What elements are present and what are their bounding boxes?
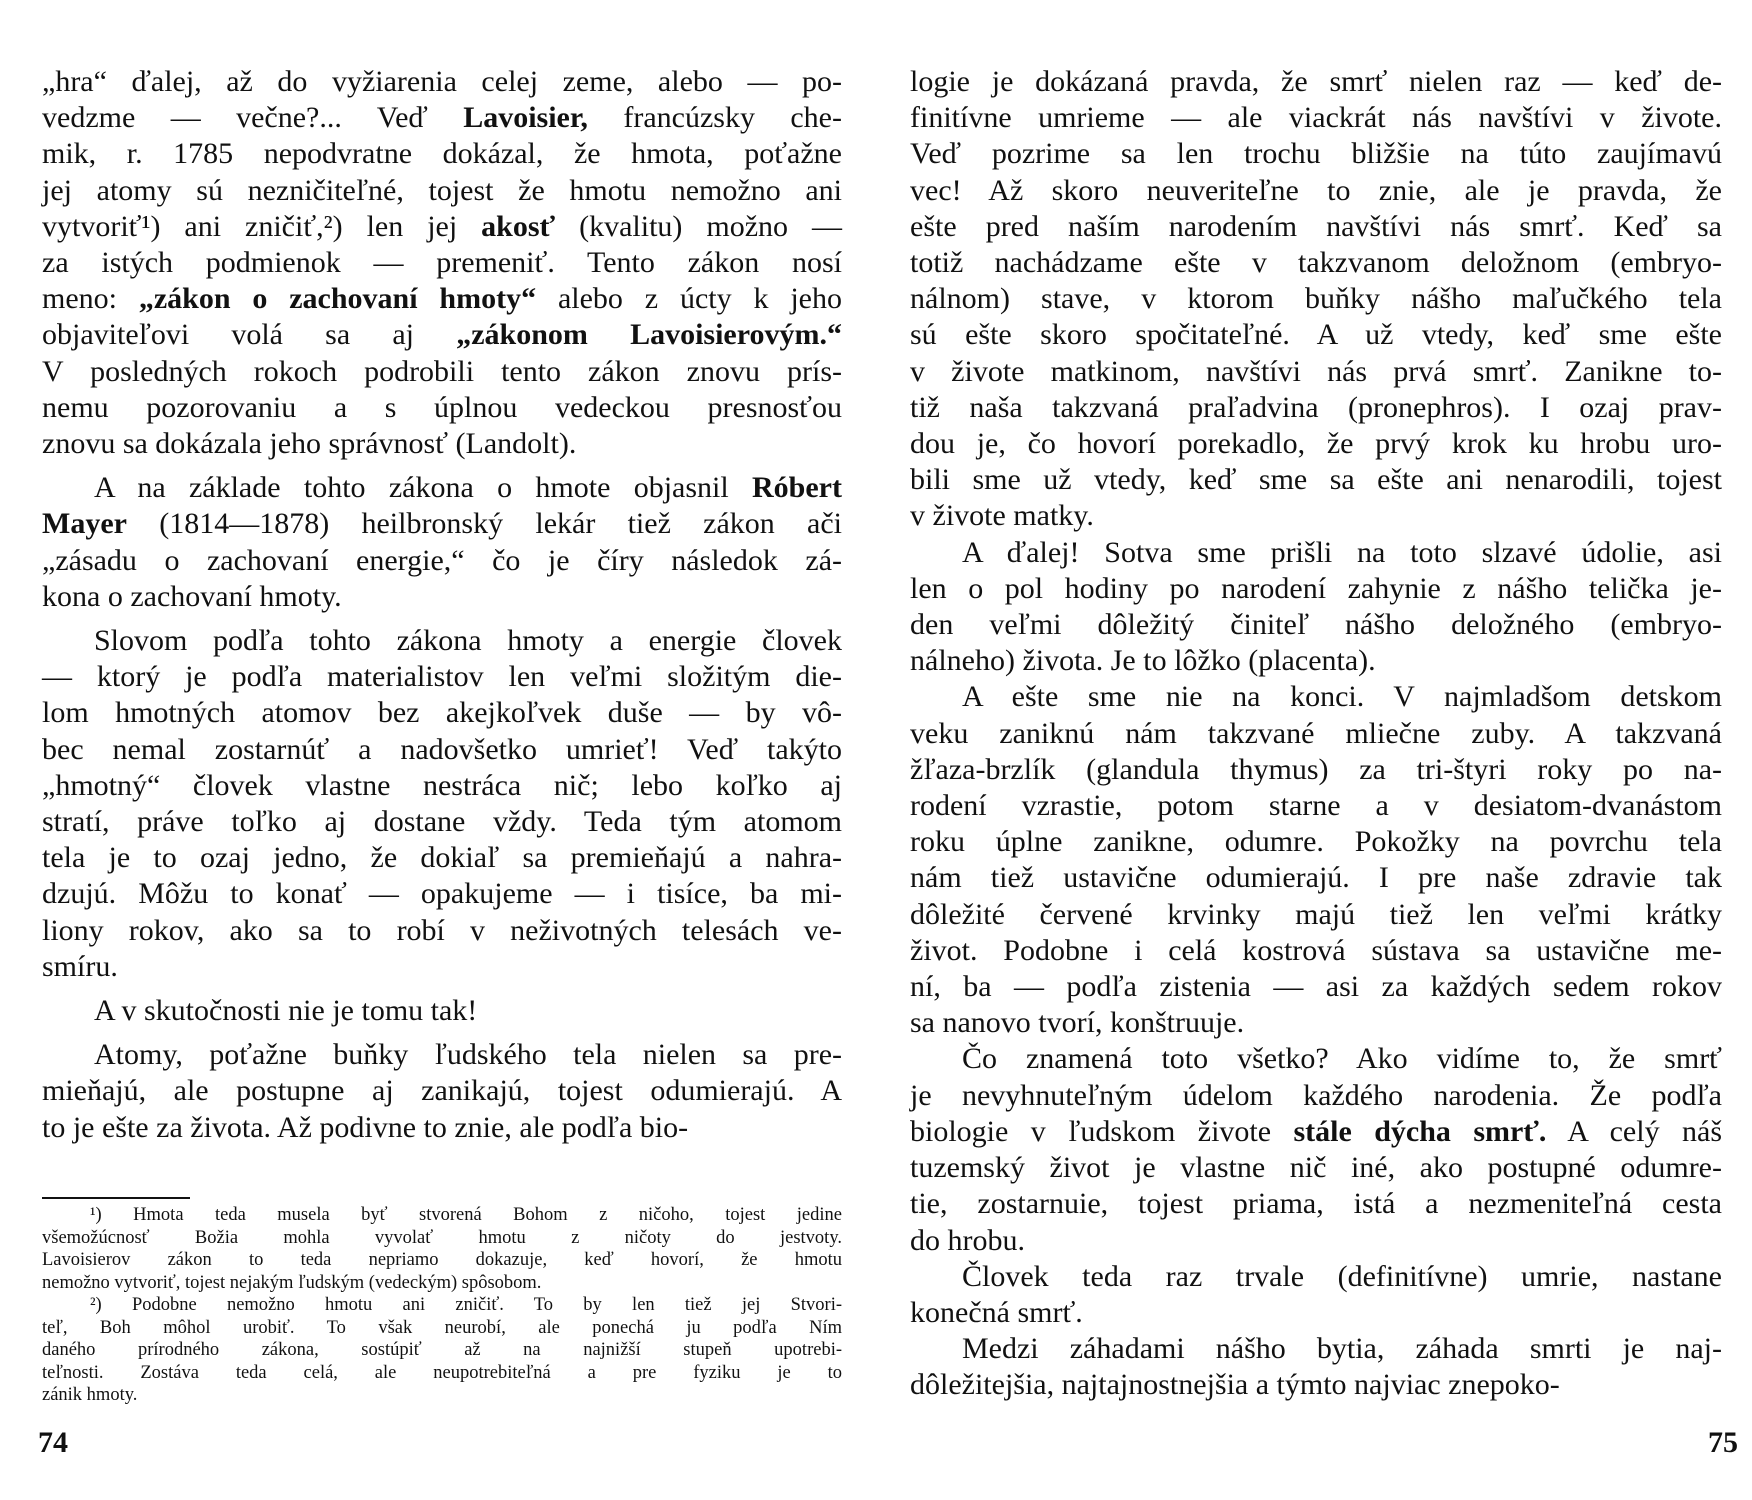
text-line: mik, r. 1785 nepodvratne dokázal, že hmota, poťažne [42, 137, 842, 171]
text-line: „hra“ ďalej, až do vyžiarenia celej zeme, alebo — po- [42, 65, 842, 98]
text-line: logie je dokázaná pravda, že smrť nielen raz — keď de- [910, 65, 1722, 98]
text-line: to je ešte za života. Až podivne to znie, ale podľa bio- [42, 1110, 689, 1144]
paragraph [42, 470, 842, 615]
text-line: den veľmi dôležitý činiteľ nášho deložného (embryo- [910, 608, 1722, 642]
text-line: A v skutočnosti nie je tomu tak! [94, 994, 478, 1028]
paragraph [910, 64, 1722, 535]
text-line: meno: „zákon o zachovaní hmoty“ alebo z úcty k jeho [42, 282, 842, 316]
text-line: nám tiež ustavične odumierajú. I pre naše zdravie tak [910, 861, 1722, 895]
text-line: Veď pozrime sa len trochu bližšie na túto zaujímavú [910, 137, 1722, 171]
paragraph [910, 1041, 1722, 1258]
text-line: ní, ba — podľa zistenia — asi za každých sedem rokov [910, 970, 1722, 1004]
text-line: tuzemský život je vlastne nič iné, ako postupné odumre- [910, 1151, 1722, 1185]
text-line: biologie v ľudskom živote stále dýcha smrť. A celý náš [910, 1114, 1722, 1148]
text-line: bili sme už vtedy, keď sme sa ešte ani nenarodili, tojest [910, 463, 1722, 497]
text-line: Čo znamená toto všetko? Ako vidíme to, že smrť [962, 1042, 1722, 1076]
paragraph [42, 64, 842, 462]
text-line: dôležitejšia, najtajnostnejšia a týmto najviac znepoko- [910, 1368, 1560, 1402]
text-line: liony rokov, ako sa to robí v neživotných telesách ve- [42, 913, 842, 947]
text-line: tie, zostarnuie, tojest priama, istá a nezmeniteľná cesta [910, 1187, 1722, 1221]
text-line: ešte pred naším narodením navštívi nás smrť. Keď sa [910, 209, 1722, 243]
text-line: Lavoisierov zákon to teda nepriamo dokazuje, keď hovorí, že hmotu [42, 1250, 842, 1270]
text-line: „hmotný“ človek vlastne nestráca nič; lebo koľko aj [42, 768, 842, 802]
text-line: Atomy, poťažne buňky ľudského tela nielen sa pre- [94, 1038, 842, 1072]
text-line: stratí, práve toľko aj dostane vždy. Teda tým atomom [42, 805, 842, 839]
text-line: sa nanovo tvorí, konštruuje. [910, 1006, 1245, 1040]
text-line: Človek teda raz trvale (definitívne) umrie, nastane [962, 1259, 1722, 1293]
text-line: znovu sa dokázala jeho správnosť (Landolt). [42, 427, 577, 461]
footnote [42, 1204, 842, 1294]
text-line: vytvoriť¹) ani zničiť,²) len jej akosť (kvalitu) možno — [42, 209, 842, 243]
text-line: všemožúcnosť Božia mohla vyvolať hmotu z ničoty do jestvoty. [42, 1227, 842, 1248]
text-line: bec nemal zostarnúť a nadovšetko umrieť! Veď takýto [42, 732, 842, 766]
text-line: „zásadu o zachovaní energie,“ čo je číry následok zá- [42, 543, 842, 577]
text-line: veku zaniknú nám takzvané mliečne zuby. A takzvaná [910, 716, 1722, 750]
text-line: A na základe tohto zákona o hmote objasnil Róbert [94, 471, 842, 505]
paragraph [910, 1331, 1722, 1403]
text-line: totiž nachádzame ešte v takzvanom deložnom (embryo- [910, 246, 1722, 280]
text-line: daného prírodného zákona, sostúpiť až na najnižší stupeň upotrebi- [42, 1340, 842, 1360]
text-line: tela je to ozaj jedno, že dokiaľ sa premieňajú a nahra- [42, 841, 842, 875]
left-page-text [42, 64, 842, 1146]
text-line: konečná smrť. [910, 1295, 1083, 1329]
text-line: ¹) Hmota teda musela byť stvorená Bohom z ničoho, tojest jedine [90, 1205, 842, 1225]
paragraph [42, 623, 842, 985]
text-line: život. Podobne i celá kostrová sústava sa ustavične me- [910, 933, 1722, 967]
text-line: finitívne umrieme — ale viackrát nás navštívi v živote. [910, 101, 1722, 135]
footnote-rule [42, 1197, 190, 1199]
footnote [42, 1294, 842, 1407]
paragraph [910, 535, 1722, 680]
text-line: dzujú. Môžu to konať — opakujeme — i tisíce, ba mi- [42, 877, 842, 911]
text-line: nemu pozorovaniu a s úplnou vedeckou presnosťou [42, 390, 842, 424]
text-line: smíru. [42, 949, 118, 983]
text-line: roku úplne zanikne, odumre. Pokožky na povrchu tela [910, 825, 1722, 859]
text-line: kona o zachovaní hmoty. [42, 579, 342, 613]
text-line: V posledných rokoch podrobili tento zákon znovu prís- [42, 354, 842, 388]
text-line: Mayer (1814—1878) heilbronský lekár tiež zákon ači [42, 507, 842, 541]
text-line: nemožno vytvoriť, tojest nejakým ľudským (vedeckým) spôsobom. [42, 1272, 542, 1293]
text-line: objaviteľovi volá sa aj „zákonom Lavoisierovým.“ [42, 318, 842, 352]
text-line: lom hmotných atomov bez akejkoľvek duše — by vô- [42, 696, 842, 730]
text-line: teľnosti. Zostáva teda celá, ale neupotrebiteľná a pre fyziku je to [42, 1362, 842, 1383]
paragraph [910, 1259, 1722, 1331]
text-line: zánik hmoty. [42, 1385, 138, 1405]
text-line: jej atomy sú nezničiteľné, tojest že hmotu nemožno ani [42, 173, 842, 207]
text-line: rodení vzrastie, potom starne a v desiatom-dvanástom [910, 789, 1722, 823]
text-line: vedzme — večne?... Veď Lavoisier, francúzsky che- [42, 101, 842, 135]
text-line: je nevyhnuteľným údelom každého narodenia. Že podľa [910, 1078, 1722, 1112]
text-line: tiž naša takzvaná praľadvina (pronephros). I ozaj prav- [910, 390, 1722, 424]
footnotes [42, 1204, 842, 1407]
text-line: nálneho) života. Je to lôžko (placenta). [910, 644, 1376, 678]
right-page [876, 0, 1752, 1500]
text-line: — ktorý je podľa materialistov len veľmi složitým die- [42, 660, 842, 694]
text-line: v živote matkinom, navštívi nás prvá smrť. Zanikne to- [910, 354, 1722, 388]
paragraph [42, 993, 842, 1029]
text-line: mieňajú, ale postupne aj zanikajú, tojest odumierajú. A [42, 1074, 842, 1108]
text-line: sú ešte skoro spočitateľné. A už vtedy, keď sme ešte [910, 318, 1722, 352]
text-line: nálnom) stave, v ktorom buňky nášho maľučkého tela [910, 282, 1722, 316]
paragraph [42, 1037, 842, 1146]
text-line: A ešte sme nie na konci. V najmladšom detskom [962, 680, 1722, 714]
paragraph [910, 679, 1722, 1041]
text-line: Slovom podľa tohto zákona hmoty a energie človek [94, 624, 842, 658]
text-line: teľ, Boh môhol urobiť. To však neurobí, ale ponechá ju podľa Ním [42, 1317, 842, 1338]
text-line: žľaza-brzlík (glandula thymus) za tri-štyri roky po na- [910, 752, 1722, 786]
text-line: ²) Podobne nemožno hmotu ani zničiť. To by len tiež jej Stvori- [90, 1295, 842, 1315]
text-line: dôležité červené krvinky majú tiež len veľmi krátky [910, 897, 1722, 931]
right-page-text [910, 64, 1722, 1404]
page-number-right: 75 [1708, 1426, 1738, 1459]
page-number-left: 74 [38, 1426, 68, 1459]
text-line: v živote matky. [910, 499, 1094, 533]
text-line: Medzi záhadami nášho bytia, záhada smrti je naj- [962, 1332, 1722, 1366]
text-line: dou je, čo hovorí porekadlo, že prvý krok ku hrobu uro- [910, 427, 1722, 461]
text-line: vec! Až skoro neuveriteľne to znie, ale je pravda, že [910, 173, 1722, 207]
text-line: do hrobu. [910, 1223, 1025, 1257]
text-line: za istých podmienok — premeniť. Tento zákon nosí [42, 246, 842, 280]
text-line: A ďalej! Sotva sme prišli na toto slzavé údolie, asi [962, 535, 1722, 569]
text-line: len o pol hodiny po narodení zahynie z nášho telička je- [910, 571, 1722, 605]
